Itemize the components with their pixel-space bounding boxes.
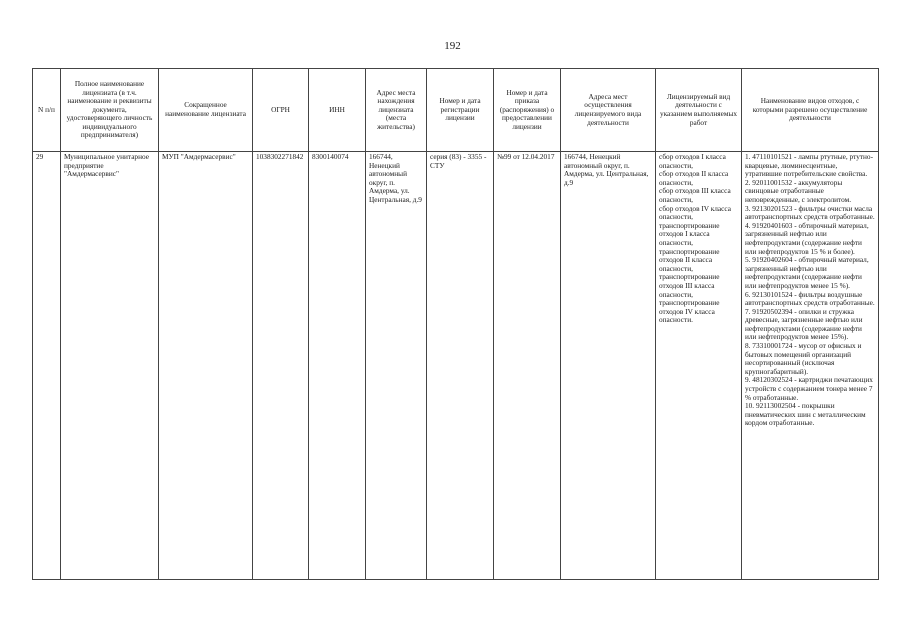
waste-item: 7. 91920502394 - опилки и стружка древесные, загрязненные нефтью или нефтепродуктами (содержание нефти или нефтепродуктов менее 15%).: [745, 306, 863, 342]
cell-short-name: МУП "Амдермасервис": [159, 152, 253, 580]
cell-address: 166744, Ненецкий автономный округ, п. Амдерма, ул. Центральная, д.9: [366, 152, 427, 580]
cell-full-name: Муниципальное унитарное предприятие "Амдермасервис": [61, 152, 159, 580]
table-row: [33, 152, 879, 580]
header-inn: ИНН: [309, 69, 366, 152]
activity-item: сбор отходов IV класса опасности,: [659, 203, 731, 222]
license-registry-table: [32, 68, 879, 580]
waste-item: 6. 92130101524 - фильтры воздушные автотранспортных средств отработанные.: [745, 289, 875, 308]
header-reg-num-date: Номер и дата регистрации лицензии: [427, 69, 494, 152]
cell-activity-address: 166744, Ненецкий автономный округ, п. Амдерма, ул. Центральная, д.9: [561, 152, 656, 580]
header-activity-address: Адреса мест осуществления лицензируемого вида деятельности: [561, 69, 656, 152]
waste-item: 5. 91920402604 - обтирочный материал, загрязненный нефтью или нефтепродуктами (содержание нефти или нефтепродуктов менее 15 %).: [745, 255, 869, 290]
header-waste-types: Наименование видов отходов, с которыми разрешено осуществление деятельности: [742, 69, 879, 152]
header-num: N п/п: [33, 69, 61, 152]
activity-item: транспортирование отходов II класса опасности,: [659, 246, 720, 273]
activity-item: транспортирование отходов IV класса опасности.: [659, 298, 720, 325]
header-ogrn: ОГРН: [253, 69, 309, 152]
cell-num: 29: [33, 152, 61, 580]
cell-activities: [656, 152, 742, 580]
cell-reg-num-date: серия (83) - 3355 - СТУ: [427, 152, 494, 580]
header-full-name: Полное наименование лицензиата (в т.ч. наименование и реквизиты документа, удостоверяющего личность индивидуального предпринимателя): [61, 69, 159, 152]
waste-item: 9. 48120302524 - картриджи печатающих устройств с содержанием тонера менее 7 % отработанные.: [745, 375, 873, 402]
cell-order-num-date: №99 от 12.04.2017: [494, 152, 561, 580]
waste-item: 8. 73310001724 - мусор от офисных и бытовых помещений организаций несортированный (исключая крупногабаритный).: [745, 341, 862, 376]
header-order-num-date: Номер и дата приказа (распоряжения) о предоставлении лицензии: [494, 69, 561, 152]
header-activity-type: Лицензируемый вид деятельности с указанием выполняемых работ: [656, 69, 742, 152]
table-header-row: [33, 69, 879, 152]
activity-item: транспортирование отходов I класса опасности,: [659, 220, 720, 247]
waste-item: 2. 92011001532 - аккумуляторы свинцовые отработанные неповрежденные, с электролитом.: [745, 177, 852, 204]
activity-item: сбор отходов I класса опасности,: [659, 152, 726, 170]
cell-ogrn: 1038302271842: [253, 152, 309, 580]
cell-wastes: [742, 152, 879, 580]
waste-item: 10. 92113002504 - покрышки пневматических шин с металлическим кордом отработанные.: [745, 401, 866, 428]
activity-item: транспортирование отходов III класса опасности,: [659, 272, 720, 299]
waste-item: 4. 91920401603 - обтирочный материал, загрязненный нефтью или нефтепродуктами (содержание нефти или нефтепродуктов 15 % и более).: [745, 220, 869, 256]
page-number: 192: [444, 40, 461, 52]
activity-item: сбор отходов III класса опасности,: [659, 186, 731, 204]
header-short-name: Сокращенное наименование лицензиата: [159, 69, 253, 152]
activity-item: сбор отходов II класса опасности,: [659, 169, 729, 187]
cell-inn: 8300140074: [309, 152, 366, 580]
waste-item: 3. 92130201523 - фильтры очистки масла автотранспортных средств отработанные.: [745, 203, 875, 222]
waste-item: 1. 47110101521 - лампы ртутные, ртутно-кварцевые, люминесцентные, утратившие потребительские свойства.: [745, 152, 874, 179]
header-address: Адрес места нахождения лицензиата (места жительства): [366, 69, 427, 152]
